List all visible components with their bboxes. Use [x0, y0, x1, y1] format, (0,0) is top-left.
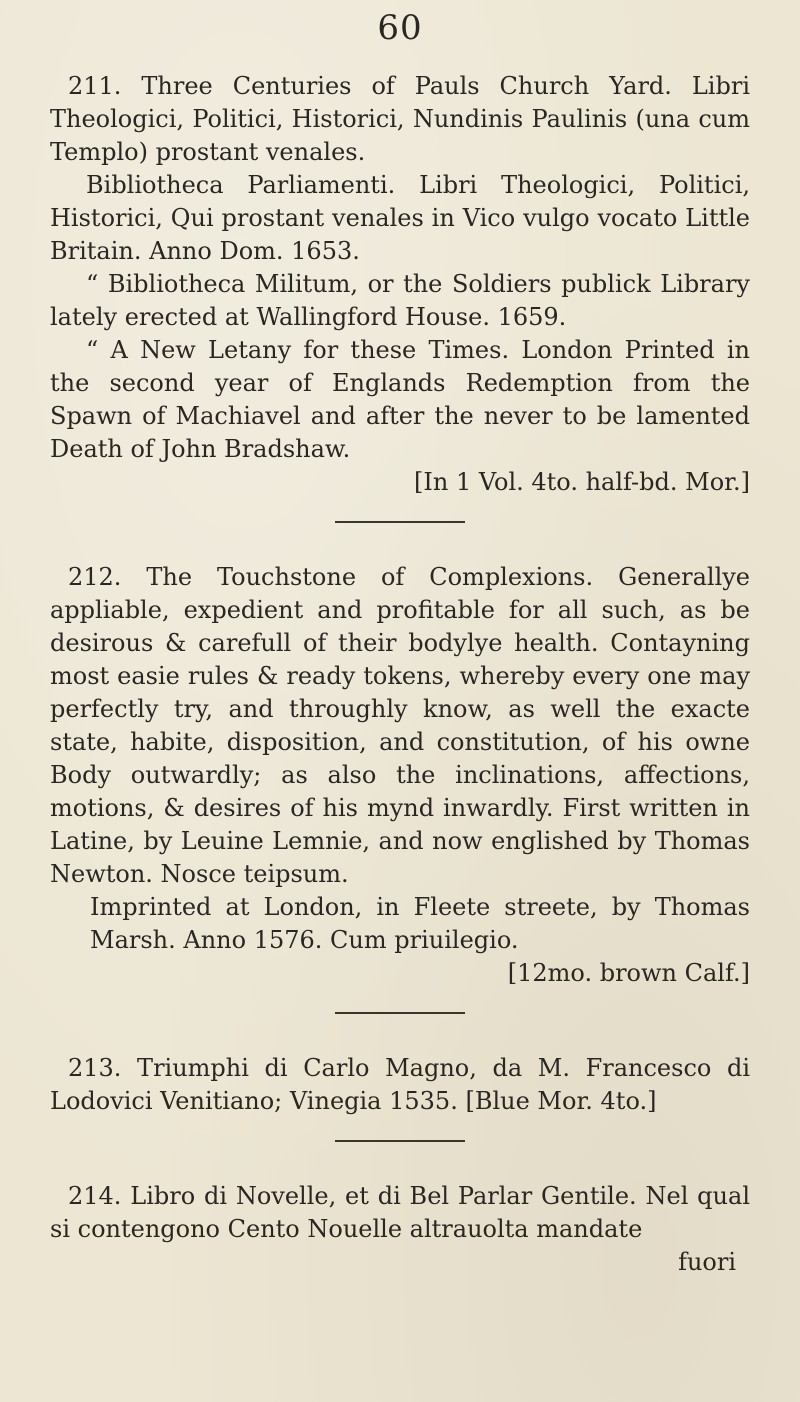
separator-rule [335, 521, 465, 523]
catalogue-entry-214 [50, 1180, 750, 1246]
catchword: fuori [678, 1248, 736, 1276]
entry-211-heading: 211. Three Centuries of Pauls Church Yard. Libri Theologici, Politici, Historici, Nundinis Paulinis (una cum Templo) prostant venales. [50, 72, 750, 166]
catalogue-entry-211 [50, 70, 750, 499]
page-number: 60 [377, 8, 423, 48]
entry-212-binding: [12mo. brown Calf.] [507, 959, 750, 987]
catalogue-entry-212 [50, 561, 750, 990]
entry-211-binding: [In 1 Vol. 4to. half-bd. Mor.] [414, 468, 750, 496]
entry-211-subitem-parliamenti: Bibliotheca Parliamenti. Libri Theologici, Politici, Historici, Qui prostant venales in Vico vulgo vocato Little Britain. Anno Dom. 1653. [50, 171, 750, 265]
entry-211-subitem-militum: “ Bibliotheca Militum, or the Soldiers publick Library lately erected at Wallingford House. 1659. [50, 270, 750, 331]
entry-212-text: 212. The Touchstone of Complexions. Generallye appliable, expedient and profitable for all such, as be desirous & carefull of their bodylye health. Contayning most easie rules & ready tokens, whereby every one may perfectly try, and throughly know, as well the exacte state, habite, disposition, and constitution, of his owne Body outwardly; as also the inclinations, affections, motions, & desires of his mynd inwardly. First written in Latine, by Leuine Lemnie, and now englished by Thomas Newton. Nosce teipsum. [50, 563, 750, 888]
entry-211-subitem-letany: “ A New Letany for these Times. London Printed in the second year of Englands Redemption from the Spawn of Machiavel and after the never to be lamented Death of John Bradshaw. [50, 336, 750, 463]
catalogue-entry-213 [50, 1052, 750, 1118]
entry-214-text: 214. Libro di Novelle, et di Bel Parlar Gentile. Nel qual si contengono Cento Nouelle altrauolta mandate [50, 1182, 750, 1243]
separator-rule [335, 1012, 465, 1014]
entry-213-text: 213. Triumphi di Carlo Magno, da M. Francesco di Lodovici Venitiano; Vinegia 1535. [Blue Mor. 4to.] [50, 1054, 750, 1115]
separator-rule [335, 1140, 465, 1142]
entry-212-imprint: Imprinted at London, in Fleete streete, by Thomas Marsh. Anno 1576. Cum priuilegio. [90, 893, 750, 954]
